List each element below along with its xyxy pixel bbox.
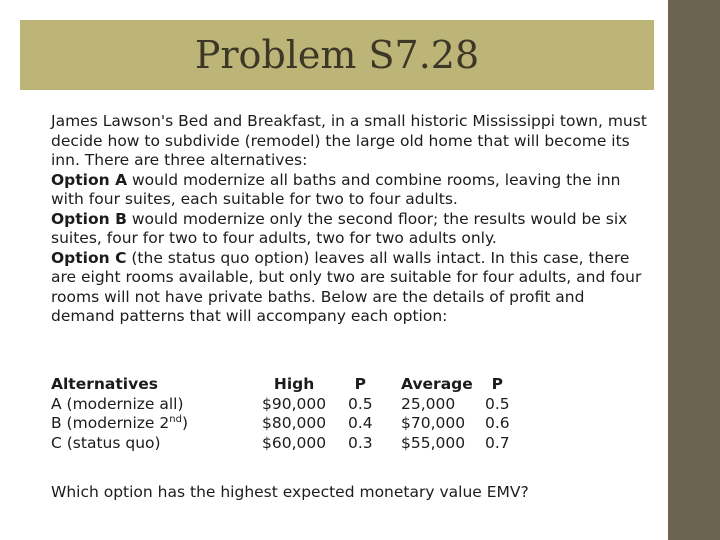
alt-label-tail: ) <box>181 414 189 432</box>
option-b-text: would modernize only the second floor; the results would be six suites, four for two to four adults, two for two adults only. <box>51 209 628 247</box>
table-cell-p-high: 0.3 <box>348 433 373 452</box>
problem-statement <box>51 112 651 327</box>
option-b-label: Option B <box>51 209 127 228</box>
right-decorative-band <box>668 0 720 540</box>
table-header-average: Average <box>401 375 473 393</box>
table-cell-average: $70,000 <box>401 414 466 432</box>
table-cell-p-average: 0.7 <box>485 433 510 452</box>
page-title: Problem S7.28 <box>194 33 480 77</box>
table-row <box>51 434 188 454</box>
table-cell-p-high: 0.4 <box>348 414 373 432</box>
table-cell-p-average: 0.6 <box>485 414 510 432</box>
alt-label: C (status quo) <box>51 433 161 452</box>
alt-label: B (modernize 2 <box>51 414 170 432</box>
table-cell-high: $60,000 <box>262 433 327 452</box>
table-header-p-high: P <box>354 375 367 393</box>
p-high-column <box>348 375 373 453</box>
alternatives-column <box>51 375 188 453</box>
table-cell-average: 25,000 <box>401 394 456 413</box>
option-c-label: Option C <box>51 248 127 267</box>
table-row <box>51 395 188 415</box>
table-header-p-average: P <box>491 375 504 393</box>
alt-superscript: nd <box>169 413 182 425</box>
option-a-text: would modernize all baths and combine rooms, leaving the inn with four suites, each suitable for two to four adults. <box>51 170 621 208</box>
option-b-paragraph <box>51 210 651 249</box>
option-c-text: (the status quo option) leaves all walls intact. In this case, there are eight rooms available, but only two are suitable for four adults, and four rooms will not have private baths. Below are the details of profit and demand patterns that will accompany each option: <box>51 248 642 325</box>
table-cell-p-average: 0.5 <box>485 394 510 413</box>
table-cell-high: $80,000 <box>262 414 327 432</box>
p-average-column <box>485 375 510 453</box>
table-row <box>51 414 188 434</box>
table-cell-high: $90,000 <box>262 394 327 413</box>
option-a-label: Option A <box>51 170 128 189</box>
table-header-alternatives: Alternatives <box>51 375 158 393</box>
option-a-paragraph <box>51 171 651 210</box>
table-header-high: High <box>273 375 315 393</box>
intro-paragraph: James Lawson's Bed and Breakfast, in a small historic Mississippi town, must decide how to subdivide (remodel) the large old home that will become its inn. There are three alternatives: <box>51 112 647 169</box>
average-column <box>401 375 473 453</box>
option-c-paragraph <box>51 249 651 327</box>
title-bar <box>20 20 654 90</box>
high-column <box>262 375 326 453</box>
table-cell-average: $55,000 <box>401 433 466 452</box>
table-cell-p-high: 0.5 <box>348 394 373 413</box>
question-text: Which option has the highest expected monetary value EMV? <box>51 483 529 501</box>
alt-label: A (modernize all) <box>51 394 184 413</box>
